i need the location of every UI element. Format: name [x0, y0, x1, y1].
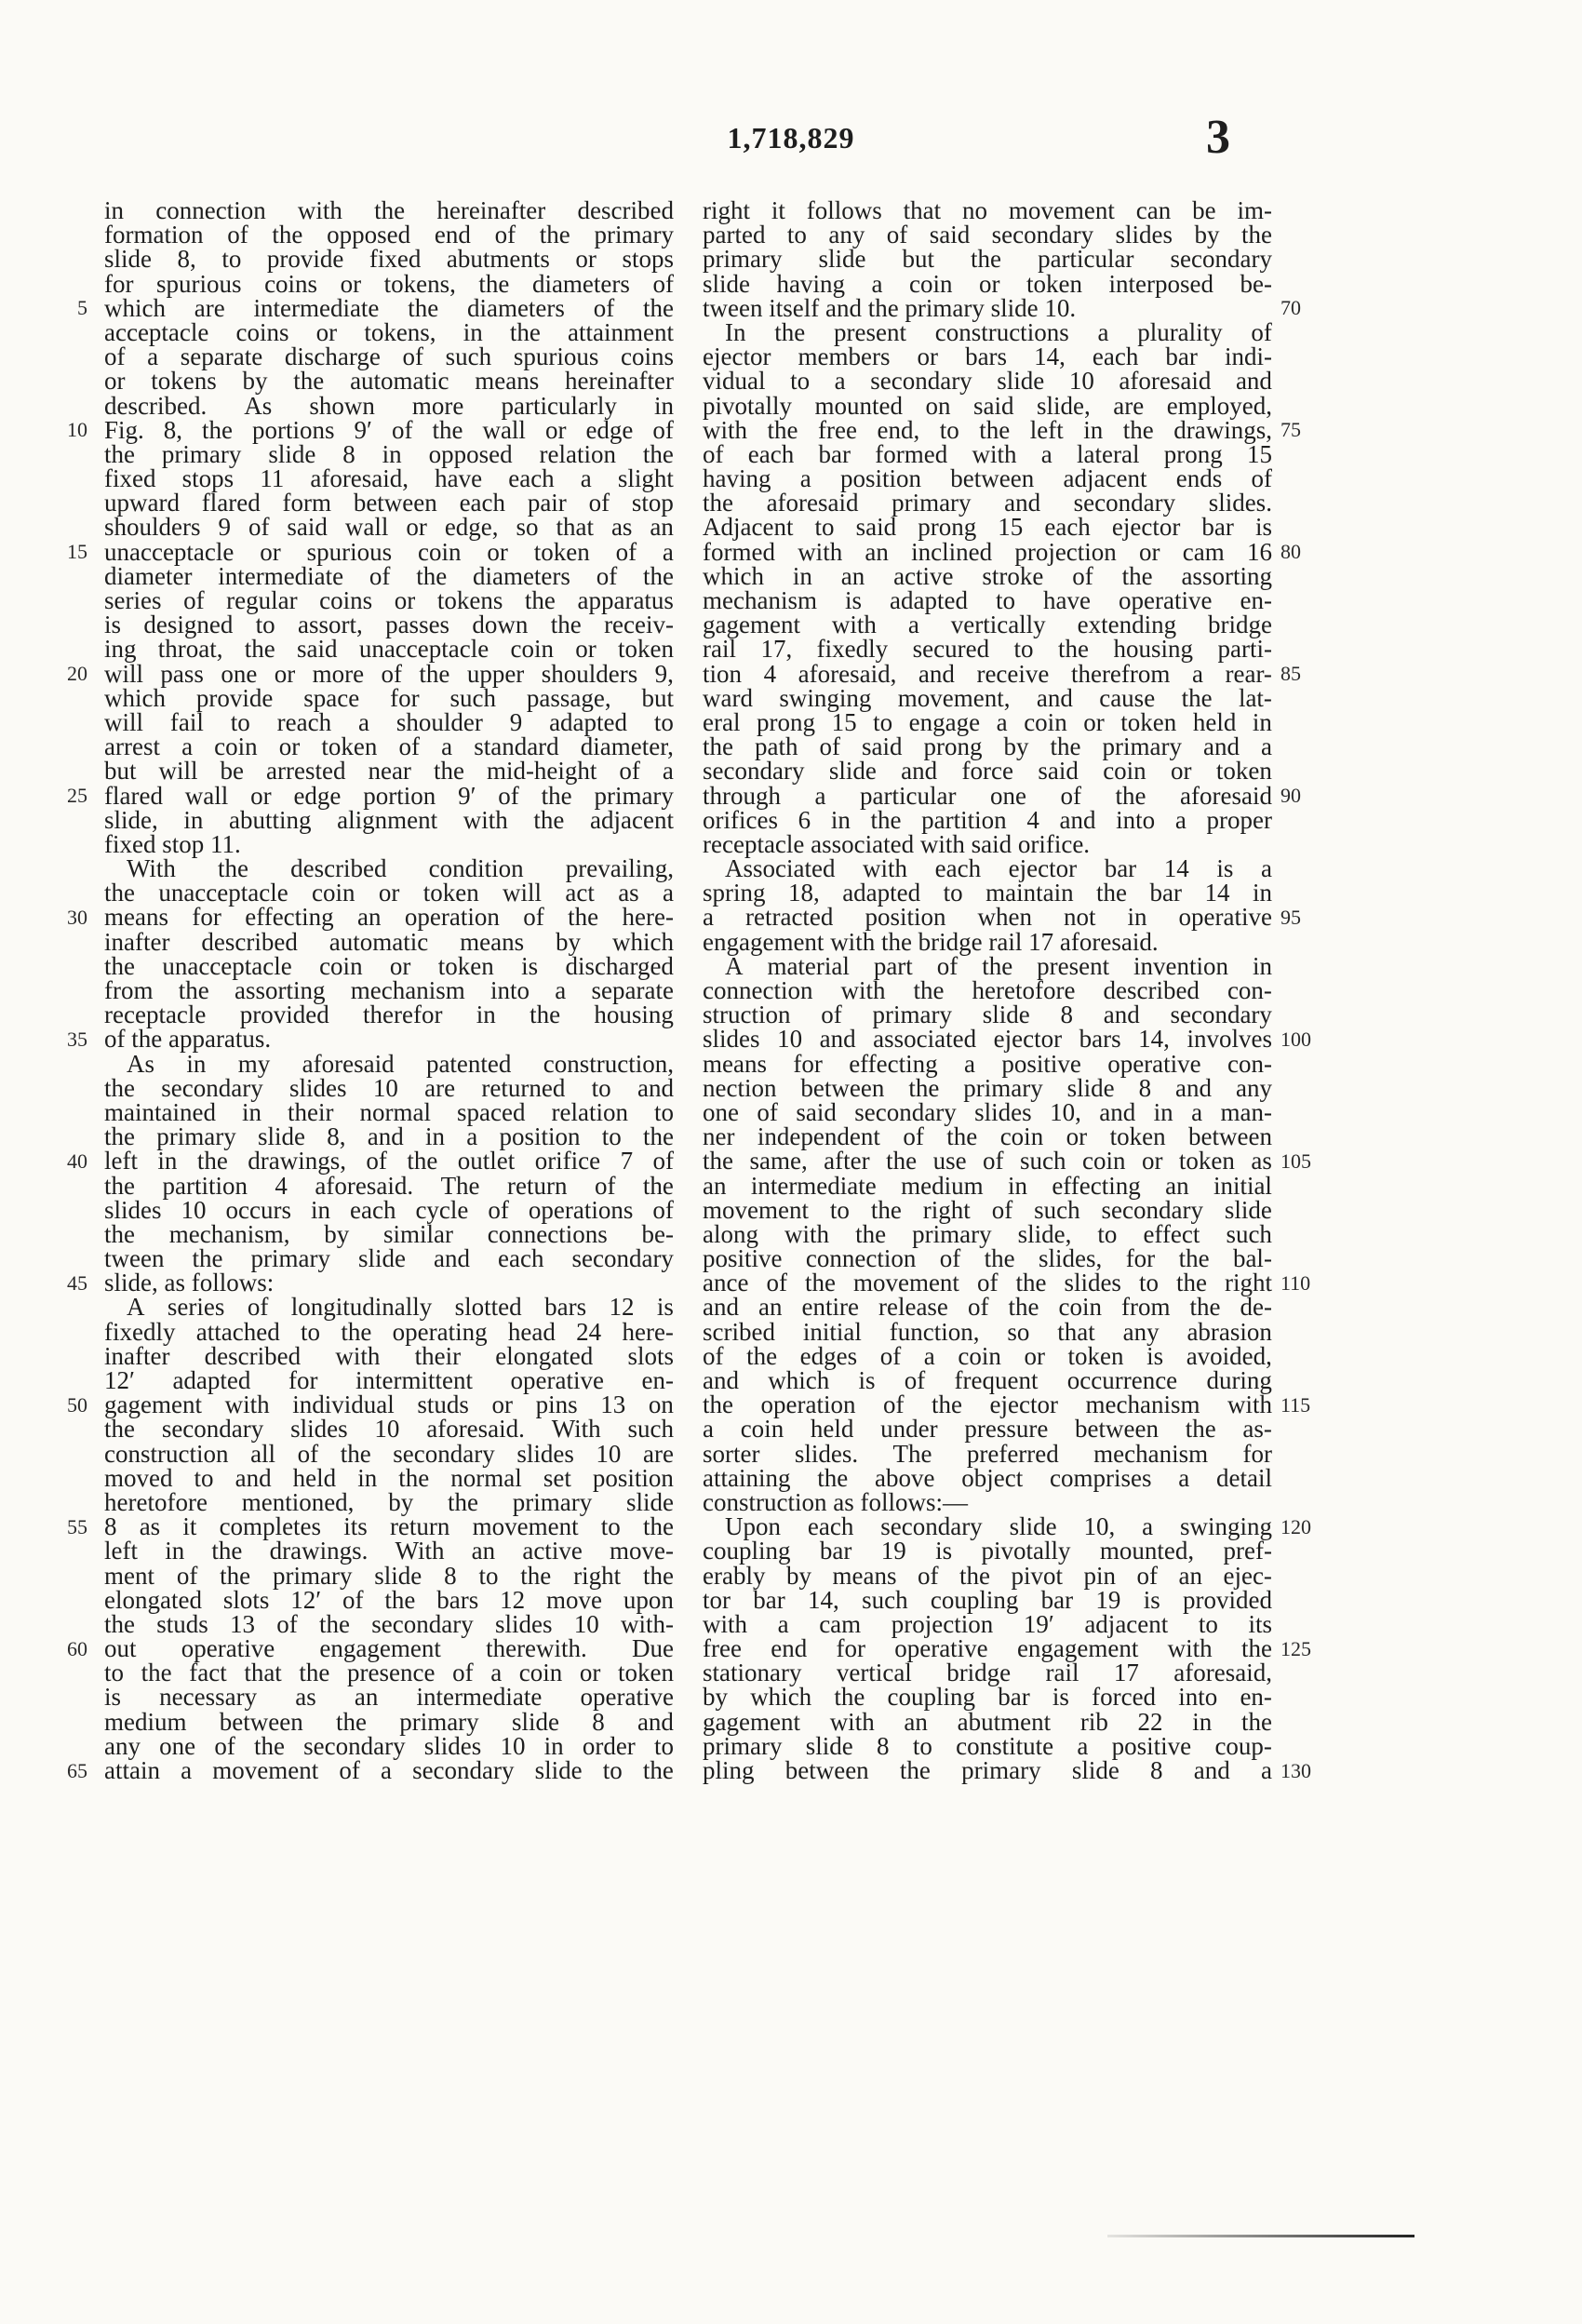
line-number: 105 — [1280, 1149, 1311, 1173]
text-line: and an entire release of the coin from the de- — [703, 1293, 1272, 1322]
text-line: an intermediate medium in effecting an initial — [703, 1171, 1272, 1200]
text-line: fixed stops 11 aforesaid, have each a slight — [104, 464, 674, 493]
text-line: is designed to assort, passes down the receiv- — [104, 611, 674, 639]
text-line: In the present constructions a plurality of — [725, 317, 1272, 346]
text-line: spring 18, adapted to maintain the bar 14 in — [703, 879, 1272, 907]
text-line: rail 17, fixedly secured to the housing parti- — [703, 635, 1272, 664]
text-line: fixedly attached to the operating head 24 here- — [104, 1317, 674, 1346]
text-line: a coin held under pressure between the as- — [703, 1415, 1272, 1444]
line-number: 95 — [1280, 905, 1301, 929]
text-line: engagement with the bridge rail 17 aforesaid. — [703, 927, 1159, 956]
text-line: along with the primary slide, to effect such — [703, 1219, 1272, 1248]
line-number: 30 — [67, 905, 87, 929]
text-line: fixed stop 11. — [104, 829, 241, 858]
text-line: diameter intermediate of the diameters of the — [104, 561, 674, 590]
text-line: from the assorting mechanism into a separate — [104, 976, 674, 1004]
text-line: secondary slide and force said coin or token — [703, 757, 1272, 786]
text-line: construction all of the secondary slides 10 are — [104, 1439, 674, 1468]
text-line: erably by means of the pivot pin of an ejec- — [703, 1561, 1272, 1590]
text-line: mechanism is adapted to have operative en- — [703, 586, 1272, 614]
text-line: movement to the right of such secondary slide — [703, 1195, 1272, 1224]
text-line: Associated with each ejector bar 14 is a — [725, 854, 1272, 883]
text-line: tion 4 aforesaid, and receive therefrom a rear- — [703, 659, 1272, 688]
text-line: the primary slide 8 in opposed relation the — [104, 439, 674, 468]
line-number: 90 — [1280, 783, 1301, 807]
text-line: slide, in abutting alignment with the adjacent — [104, 805, 674, 834]
right-text-column — [703, 198, 1272, 1782]
text-line: scribed initial function, so that any abrasion — [703, 1317, 1272, 1346]
text-line: ner independent of the coin or token between — [703, 1122, 1272, 1151]
text-line: the mechanism, by similar connections be- — [104, 1219, 674, 1248]
text-line: gagement with individual studs or pins 13 on — [104, 1390, 674, 1419]
text-line: but will be arrested near the mid-height of a — [104, 757, 674, 786]
text-line: is necessary as an intermediate operative — [104, 1683, 674, 1712]
text-line: eral prong 15 to engage a coin or token held in — [703, 707, 1272, 736]
line-number: 15 — [67, 539, 87, 563]
text-line: parted to any of said secondary slides by the — [703, 221, 1272, 249]
line-number: 45 — [67, 1270, 87, 1295]
line-number: 100 — [1280, 1027, 1311, 1051]
text-line: formation of the opposed end of the primary — [104, 221, 674, 249]
text-line: receptacle provided therefor in the housing — [104, 1001, 674, 1029]
text-line: coupling bar 19 is pivotally mounted, pref- — [703, 1537, 1272, 1565]
text-line: having a position between adjacent ends of — [703, 464, 1272, 493]
text-line: connection with the heretofore described con- — [703, 976, 1272, 1004]
line-number: 110 — [1280, 1270, 1311, 1295]
text-line: medium between the primary slide 8 and — [104, 1707, 674, 1736]
text-line: the secondary slides 10 are returned to and — [104, 1073, 674, 1102]
text-line: positive connection of the slides, for the bal- — [703, 1244, 1272, 1273]
text-line: receptacle associated with said orifice. — [703, 829, 1091, 858]
text-line: With the described condition prevailing, — [127, 854, 674, 883]
line-number: 120 — [1280, 1514, 1311, 1538]
text-line: in connection with the hereinafter described — [104, 196, 674, 224]
text-line: means for effecting an operation of the here- — [104, 903, 674, 932]
text-line: sorter slides. The preferred mechanism for — [703, 1439, 1272, 1468]
text-line: a retracted position when not in operative — [703, 903, 1272, 932]
text-line: any one of the secondary slides 10 in order to — [104, 1731, 674, 1760]
text-line: upward flared form between each pair of stop — [104, 489, 674, 517]
text-line: the studs 13 of the secondary slides 10 with- — [104, 1609, 674, 1638]
text-line: struction of primary slide 8 and secondary — [703, 1001, 1272, 1029]
text-line: which in an active stroke of the assorting — [703, 561, 1272, 590]
line-number: 85 — [1280, 661, 1301, 685]
text-line: free end for operative engagement with the — [703, 1634, 1272, 1663]
text-line: the partition 4 aforesaid. The return of the — [104, 1171, 674, 1200]
left-text-column — [104, 198, 674, 1782]
line-number: 130 — [1280, 1758, 1311, 1782]
text-line: of the edges of a coin or token is avoided, — [703, 1341, 1272, 1370]
text-line: ward swinging movement, and cause the lat- — [703, 683, 1272, 712]
text-line: will fail to reach a shoulder 9 adapted to — [104, 707, 674, 736]
text-line: vidual to a secondary slide 10 aforesaid and — [703, 367, 1272, 396]
text-line: unacceptacle or spurious coin or token of a — [104, 537, 674, 566]
text-line: moved to and held in the normal set position — [104, 1463, 674, 1492]
text-line: and which is of frequent occurrence during — [703, 1366, 1272, 1394]
line-number: 75 — [1280, 417, 1301, 441]
text-line: pivotally mounted on said slide, are employed, — [703, 391, 1272, 420]
text-line: with a cam projection 19′ adjacent to its — [703, 1609, 1272, 1638]
text-line: A series of longitudinally slotted bars 12 is — [127, 1293, 674, 1322]
text-line: arrest a coin or token of a standard diameter, — [104, 732, 674, 761]
text-line: out operative engagement therewith. Due — [104, 1634, 674, 1663]
line-number: 10 — [67, 417, 87, 441]
text-line: ejector members or bars 14, each bar indi- — [703, 343, 1272, 371]
text-line: ment of the primary slide 8 to the right the — [104, 1561, 674, 1590]
text-line: of a separate discharge of such spurious coins — [104, 343, 674, 371]
text-line: maintained in their normal spaced relation to — [104, 1097, 674, 1126]
text-line: the unacceptacle coin or token will act as a — [104, 879, 674, 907]
text-line: Adjacent to said prong 15 each ejector bar is — [703, 513, 1272, 542]
text-line: the secondary slides 10 aforesaid. With such — [104, 1415, 674, 1444]
text-line: 8 as it completes its return movement to the — [104, 1512, 674, 1541]
text-line: inafter described with their elongated slots — [104, 1341, 674, 1370]
text-line: acceptacle coins or tokens, in the attainment — [104, 317, 674, 346]
text-line: primary slide 8 to constitute a positive coup- — [703, 1731, 1272, 1760]
text-line: slide, as follows: — [104, 1269, 275, 1297]
text-line: left in the drawings. With an active move- — [104, 1537, 674, 1565]
text-line: the same, after the use of such coin or token as — [703, 1147, 1272, 1175]
text-line: the aforesaid primary and secondary slides. — [703, 489, 1272, 517]
text-line: with the free end, to the left in the drawings, — [703, 415, 1272, 444]
line-number: 60 — [67, 1636, 87, 1660]
text-line: for spurious coins or tokens, the diameters of — [104, 269, 674, 298]
text-line: which provide space for such passage, but — [104, 683, 674, 712]
text-line: shoulders 9 of said wall or edge, so that as an — [104, 513, 674, 542]
page-number: 3 — [1206, 111, 1230, 164]
text-line: the primary slide 8, and in a position to the — [104, 1122, 674, 1151]
text-line: ance of the movement of the slides to the right — [703, 1269, 1272, 1297]
text-line: left in the drawings, of the outlet orifice 7 of — [104, 1147, 674, 1175]
text-line: slides 10 occurs in each cycle of operations of — [104, 1195, 674, 1224]
text-line: As in my aforesaid patented construction, — [127, 1049, 674, 1078]
text-line: tween itself and the primary slide 10. — [703, 293, 1077, 322]
text-line: Upon each secondary slide 10, a swinging — [725, 1512, 1272, 1541]
text-line: of each bar formed with a lateral prong 15 — [703, 439, 1272, 468]
text-line: Fig. 8, the portions 9′ of the wall or edge of — [104, 415, 674, 444]
text-line: stationary vertical bridge rail 17 aforesaid, — [703, 1659, 1272, 1687]
text-line: elongated slots 12′ of the bars 12 move upon — [104, 1585, 674, 1614]
text-line: will pass one or more of the upper shoulders 9, — [104, 659, 674, 688]
text-line: the path of said prong by the primary and a — [703, 732, 1272, 761]
text-line: pling between the primary slide 8 and a — [703, 1756, 1272, 1784]
text-line: one of said secondary slides 10, and in a man- — [703, 1097, 1272, 1126]
text-line: primary slide but the particular secondary — [703, 245, 1272, 274]
text-line: right it follows that no movement can be im- — [703, 196, 1272, 224]
line-number: 65 — [67, 1758, 87, 1782]
text-line: series of regular coins or tokens the apparatus — [104, 586, 674, 614]
line-number: 20 — [67, 661, 87, 685]
text-line: nection between the primary slide 8 and any — [703, 1073, 1272, 1102]
line-number: 125 — [1280, 1636, 1311, 1660]
text-line: or tokens by the automatic means hereinafter — [104, 367, 674, 396]
text-line: heretofore mentioned, by the primary slide — [104, 1487, 674, 1516]
text-line: attaining the above object comprises a detail — [703, 1463, 1272, 1492]
text-line: through a particular one of the aforesaid — [703, 781, 1272, 810]
line-number: 70 — [1280, 295, 1301, 319]
text-line: A material part of the present invention in — [725, 951, 1272, 980]
text-line: slide 8, to provide fixed abutments or stops — [104, 245, 674, 274]
text-line: formed with an inclined projection or cam 16 — [703, 537, 1272, 566]
text-line: tween the primary slide and each secondary — [104, 1244, 674, 1273]
text-line: flared wall or edge portion 9′ of the primary — [104, 781, 674, 810]
text-line: construction as follows:— — [703, 1487, 968, 1516]
text-line: by which the coupling bar is forced into en- — [703, 1683, 1272, 1712]
text-line: 12′ adapted for intermittent operative en- — [104, 1366, 674, 1394]
text-line: attain a movement of a secondary slide to the — [104, 1756, 674, 1784]
text-line: inafter described automatic means by which — [104, 927, 674, 956]
text-line: the unacceptacle coin or token is discharged — [104, 951, 674, 980]
text-line: described. As shown more particularly in — [104, 391, 674, 420]
bottom-rule — [1107, 2235, 1414, 2237]
text-line: orifices 6 in the partition 4 and into a proper — [703, 805, 1272, 834]
patent-number: 1,718,829 — [727, 121, 855, 154]
text-line: which are intermediate the diameters of the — [104, 293, 674, 322]
text-line: gagement with a vertically extending bridge — [703, 611, 1272, 639]
line-number: 35 — [67, 1027, 87, 1051]
text-line: of the apparatus. — [104, 1025, 272, 1054]
text-line: slides 10 and associated ejector bars 14, involves — [703, 1025, 1272, 1054]
text-line: gagement with an abutment rib 22 in the — [703, 1707, 1272, 1736]
text-line: slide having a coin or token interposed be- — [703, 269, 1272, 298]
text-line: to the fact that the presence of a coin or token — [104, 1659, 674, 1687]
line-number: 25 — [67, 783, 87, 807]
line-number: 55 — [67, 1514, 87, 1538]
text-line: ing throat, the said unacceptacle coin or token — [104, 635, 674, 664]
text-line: tor bar 14, such coupling bar 19 is provided — [703, 1585, 1272, 1614]
text-line: means for effecting a positive operative con- — [703, 1049, 1272, 1078]
line-number: 80 — [1280, 539, 1301, 563]
line-number: 5 — [77, 295, 87, 319]
text-line: the operation of the ejector mechanism with — [703, 1390, 1272, 1419]
line-number: 40 — [67, 1149, 87, 1173]
line-number: 115 — [1280, 1392, 1311, 1417]
line-number: 50 — [67, 1392, 87, 1417]
